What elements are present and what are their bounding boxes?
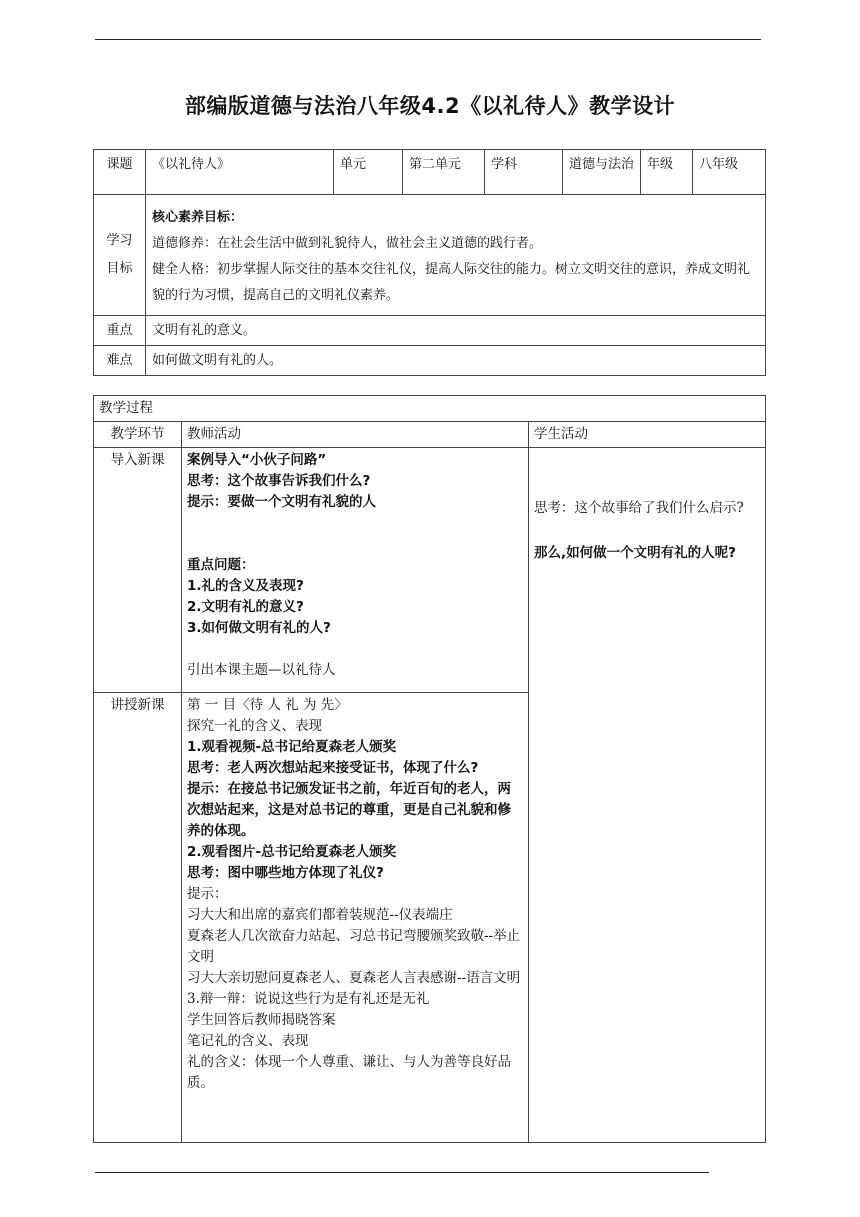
section-title: 第 一 目〈待 人 礼 为 先〉 [187,697,348,713]
key-point-value: 文明有礼的意义。 [146,316,766,346]
key-question-1: 1.礼的含义及表现? [187,578,304,594]
unit-value: 第二单元 [403,150,485,195]
point-language: 习大大亲切慰问夏森老人、夏森老人言表感谢--语言文明 [187,970,521,986]
footer-rule [95,1172,709,1173]
watch-picture: 2.观看图片-总书记给夏森老人颁奖 [187,844,397,860]
stage-intro-name: 导入新课 [94,448,182,693]
point-appearance: 习大大和出席的嘉宾们都着装规范--仪表端庄 [187,907,453,923]
hint-2: 提示： [187,886,228,902]
key-point-label: 重点 [94,316,146,346]
stage-new-name: 讲授新课 [94,693,182,1143]
key-question-3: 3.如何做文明有礼的人? [187,620,331,636]
difficulty-value: 如何做文明有礼的人。 [146,346,766,376]
teaching-process-table [93,395,766,1143]
reveal-answer: 学生回答后教师揭晓答案 [187,1012,336,1028]
watch-video: 1.观看视频-总书记给夏森老人颁奖 [187,739,397,755]
grade-value: 八年级 [693,150,766,195]
case-intro: 案例导入“小伙子问路” [187,452,327,468]
grade-label: 年级 [641,150,693,195]
document-title: 部编版道德与法治八年级4.2《以礼待人》教学设计 [184,94,676,118]
lesson-info-table [93,149,766,376]
subject-value: 道德与法治 [563,150,641,195]
objective-content [146,195,766,316]
student-activity [529,448,766,1143]
point-behavior: 夏森老人几次欲奋力站起、习总书记弯腰颁奖致敬--举止文明 [187,928,521,965]
student-question: 那么,如何做一个文明有礼的人呢? [534,545,736,561]
note-title: 笔记礼的含义、表现 [187,1033,309,1049]
stage-new-teacher [182,693,529,1143]
student-think: 思考：这个故事给了我们什么启示? [534,500,744,516]
unit-label: 单元 [334,150,403,195]
col-stage: 教学环节 [94,422,182,448]
intro-hint: 提示：要做一个文明有礼貌的人 [187,494,376,510]
objective-moral: 道德修养：在社会生活中做到礼貌待人，做社会主义道德的践行者。 [152,236,543,251]
subject-label: 学科 [485,150,563,195]
objective-personality: 健全人格：初步掌握人际交往的基本交往礼仪，提高人际交往的能力。树立文明交往的意识，养成文明礼貌的行为习惯，提高自己的文明礼仪素养。 [152,262,751,303]
objective-heading: 核心素养目标： [152,210,244,225]
debate: 3.辩一辩：说说这些行为是有礼还是无礼 [187,991,430,1007]
intro-think: 思考：这个故事告诉我们什么? [187,473,371,489]
header-rule [95,39,761,40]
lead-topic: 引出本课主题—以礼待人 [187,662,336,678]
stage-intro-teacher [182,448,529,693]
objective-label: 学习目标 [94,195,146,316]
difficulty-label: 难点 [94,346,146,376]
meaning-of-courtesy: 礼的含义：体现一个人尊重、谦让、与人为善等良好品质。 [187,1054,511,1091]
key-questions-heading: 重点问题： [187,557,255,573]
process-heading: 教学过程 [94,396,766,422]
explore-title: 探究一礼的含义、表现 [187,718,322,734]
col-student: 学生活动 [529,422,766,448]
lesson-value: 《以礼待人》 [146,150,334,195]
key-question-2: 2.文明有礼的意义? [187,599,304,615]
col-teacher: 教师活动 [182,422,529,448]
think-2: 思考：图中哪些地方体现了礼仪? [187,865,384,881]
lesson-label: 课题 [94,150,146,195]
hint-1: 提示：在接总书记颁发证书之前，年近百旬的老人，两次想站起来，这是对总书记的尊重，更是自己礼貌和修养的体现。 [187,781,511,839]
think-1: 思考：老人两次想站起来接受证书，体现了什么? [187,760,479,776]
